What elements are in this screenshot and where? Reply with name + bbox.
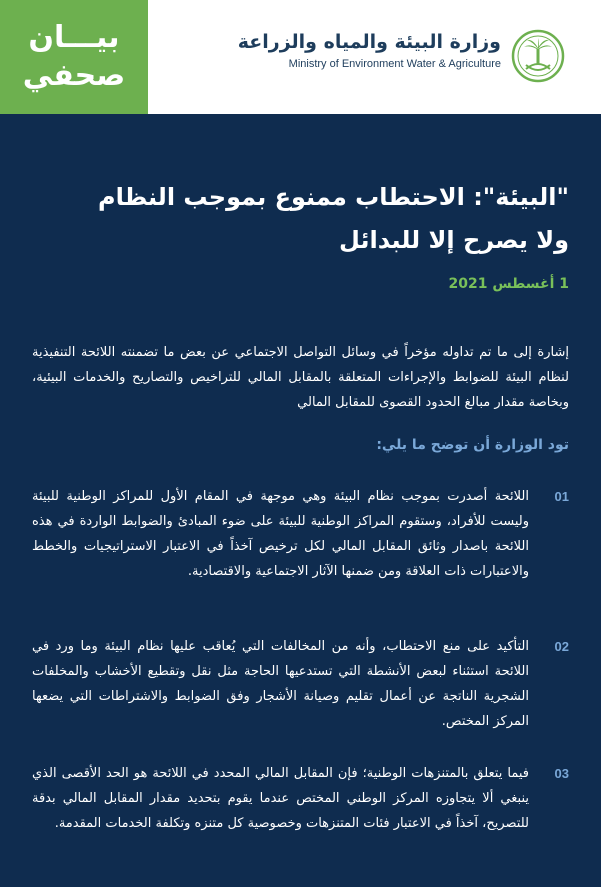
list-item <box>32 761 569 836</box>
item-number: 01 <box>554 489 569 504</box>
clarification-subheading: تود الوزارة أن توضح ما يلي: <box>376 437 569 453</box>
ministry-name-english: Ministry of Environment Water & Agriculture <box>288 58 501 70</box>
press-release-badge <box>0 0 148 114</box>
item-text: فيما يتعلق بالمتنزهات الوطنية؛ فإن المقابل المالي المحدد في اللائحة هو الحد الأقصى الذي ينبغي ألا يتجاوزه المركز الوطني المختص عندما يقوم بتحديد مقدار المقابل المالي بدقة للتصريح، آخذاً في الاعتبار فئات المتنزهات وخصوصية كل متنزه وتكلفة الخدمات المقدمة. <box>32 766 529 831</box>
headline <box>32 176 569 262</box>
palm-swords-emblem-icon <box>511 29 565 83</box>
list-item <box>32 484 569 584</box>
badge-line-1: بيـــان <box>28 20 120 55</box>
item-text: اللائحة أصدرت بموجب نظام البيئة وهي موجهة في المقام الأول للمراكز الوطنية للبيئة وليست للأفراد، وستقوم المراكز الوطنية للبيئة على ضوء المبادئ والضوابط الواردة في هذه اللائحة باصدار وثائق المقابل المالي لكل ترخيص آخذاً في الاعتبار الاستراتيجيات والخطط والاعتبارات ذات العلاقة ومن ضمنها الآثار الاجتماعية والاقتصادية. <box>32 489 529 579</box>
headline-line-2: ولا يصرح إلا للبدائل <box>339 226 569 254</box>
item-text: التأكيد على منع الاحتطاب، وأنه من المخالفات التي يُعاقب عليها نظام البيئة وما ورد في اللائحة استثناء لبعض الأنشطة التي تستدعيها الحاجة مثل نقل وتقطيع الأخشاب والمخلفات الشجرية الناتجة عن أعمال تقليم وصيانة الأشجار وفق الضوابط والاشتراطات التي يضعها المركز المختص. <box>32 639 529 729</box>
item-number: 02 <box>554 639 569 654</box>
ministry-name-arabic: وزارة البيئة والمياه والزراعة <box>237 31 501 53</box>
release-date: 1 أغسطس 2021 <box>448 276 569 292</box>
badge-line-2: صحفي <box>22 58 126 93</box>
item-number: 03 <box>554 766 569 781</box>
list-item <box>32 634 569 734</box>
headline-line-1: "البيئة": الاحتطاب ممنوع بموجب النظام <box>98 183 569 211</box>
intro-paragraph: إشارة إلى ما تم تداوله مؤخراً في وسائل التواصل الاجتماعي عن بعض ما تضمنته اللائحة التنفيذية لنظام البيئة للضوابط والإجراءات المتعلقة بالمقابل المالي للتراخيص والتصاريح والخدمات البيئية، وبخاصة مقدار مبالغ الحدود القصوى للمقابل المالي <box>32 345 569 410</box>
ministry-name <box>238 30 501 71</box>
header <box>0 0 601 114</box>
